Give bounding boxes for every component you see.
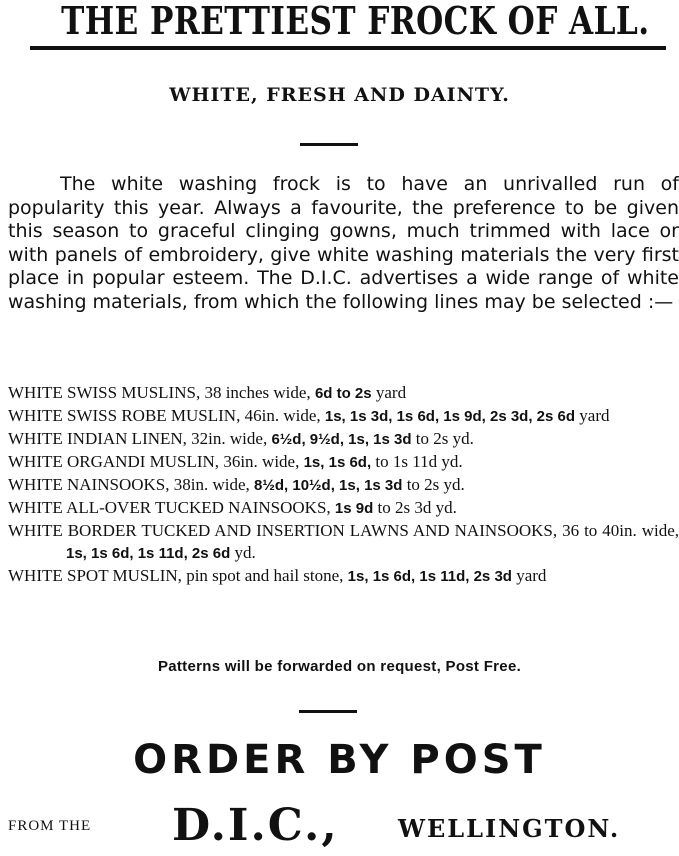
subheadline: WHITE, FRESH AND DAINTY.	[169, 84, 510, 106]
list-item	[8, 565, 679, 588]
item-unit: yard	[375, 383, 407, 402]
item-unit: yard	[516, 566, 547, 585]
brand-line	[0, 800, 679, 856]
item-name: WHITE INDIAN LINEN,	[8, 429, 187, 448]
item-desc: 36in. wide,	[223, 452, 300, 471]
order-heading: ORDER BY POST	[133, 737, 546, 783]
item-unit: to 1s 11d yd.	[375, 452, 463, 471]
item-desc: 46in. wide,	[244, 406, 321, 425]
list-item	[8, 474, 679, 497]
item-prices: 1s, 1s 6d, 1s 11d, 2s 6d	[66, 545, 231, 562]
item-name: WHITE BORDER TUCKED AND INSERTION LAWNS AND NAINSOOKS,	[8, 521, 558, 540]
item-name: WHITE NAINSOOKS,	[8, 475, 170, 494]
patterns-note: Patterns will be forwarded on request, Post Free.	[157, 658, 522, 675]
item-prices: 8½d, 10½d, 1s, 1s 3d	[254, 477, 403, 494]
item-unit: to 2s yd.	[415, 429, 474, 448]
item-unit: to 2s 3d yd.	[377, 498, 457, 517]
brand-name: D.I.C.,	[172, 800, 339, 851]
item-prices: 6d to 2s	[314, 385, 372, 402]
headline-rule	[30, 46, 666, 50]
item-unit: yard	[579, 406, 610, 425]
section-divider-top	[300, 143, 358, 146]
item-desc: 32in. wide,	[191, 429, 268, 448]
list-item	[8, 497, 679, 520]
item-name: WHITE SPOT MUSLIN,	[8, 566, 182, 585]
intro-text: The white washing frock is to have an unrivalled run of popularity this year. Always a favourite, the preference to be given this season to graceful clinging gowns, much trimmed with lace or with panels of embroidery, give white washing materials the very first place in popular esteem. The D.I.C. advertises a wide range of white washing materials, from which the following lines may be selected :—	[8, 173, 679, 313]
item-prices: 1s, 1s 6d, 1s 11d, 2s 3d	[347, 568, 512, 585]
product-list	[8, 382, 679, 588]
item-prices: 6½d, 9½d, 1s, 1s 3d	[271, 431, 412, 448]
item-unit: to 2s yd.	[406, 475, 465, 494]
item-prices: 1s 9d	[334, 500, 374, 517]
list-item	[8, 520, 679, 565]
item-name: WHITE ALL-OVER TUCKED NAINSOOKS,	[8, 498, 331, 517]
item-desc: 38in. wide,	[173, 475, 250, 494]
section-divider-bottom	[299, 710, 357, 713]
list-item	[8, 382, 679, 405]
item-desc: pin spot and hail stone,	[186, 566, 344, 585]
list-item	[8, 405, 679, 428]
item-unit: yd.	[234, 543, 256, 562]
item-prices: 1s, 1s 6d,	[303, 454, 372, 471]
intro-paragraph	[8, 173, 679, 314]
item-name: WHITE ORGANDI MUSLIN,	[8, 452, 220, 471]
city-name: WELLINGTON.	[398, 814, 621, 843]
item-name: WHITE SWISS MUSLINS,	[8, 383, 201, 402]
item-desc: 38 inches wide,	[204, 383, 311, 402]
headline: THE PRETTIEST FROCK OF ALL.	[61, 0, 650, 43]
item-prices: 1s, 1s 3d, 1s 6d, 1s 9d, 2s 3d, 2s 6d	[324, 408, 576, 425]
item-desc: 36 to 40in. wide,	[562, 521, 679, 540]
from-label: FROM THE	[8, 818, 92, 834]
list-item	[8, 451, 679, 474]
item-name: WHITE SWISS ROBE MUSLIN,	[8, 406, 241, 425]
list-item	[8, 428, 679, 451]
